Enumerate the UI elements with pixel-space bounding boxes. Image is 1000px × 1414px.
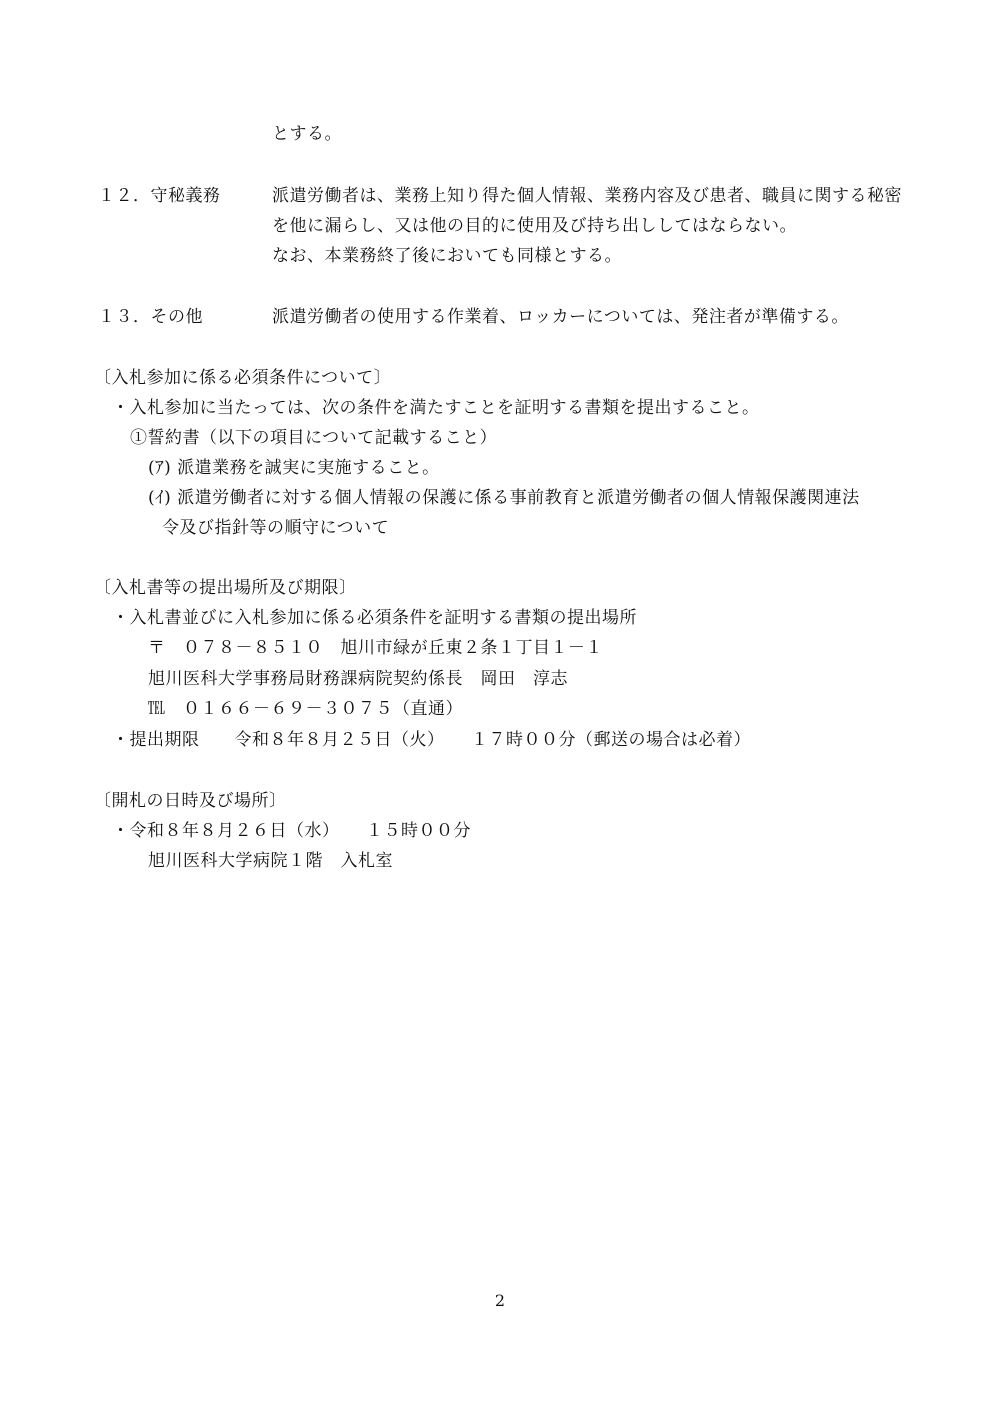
item-12-line-3: なお、本業務終了後においても同様とする。 bbox=[272, 246, 622, 266]
requirements-item-a: (ｱ) 派遣業務を誠実に実施すること。 bbox=[148, 458, 440, 478]
opening-datetime: ・令和８年８月２６日（水） １５時００分 bbox=[112, 821, 471, 841]
requirements-item-b-line-1: (ｲ) 派遣労働者に対する個人情報の保護に係る事前教育と派遣労働者の個人情報保護関連法 bbox=[148, 488, 860, 508]
submission-heading: 〔入札書等の提出場所及び期限〕 bbox=[94, 578, 357, 598]
item-13-label: １３．その他 bbox=[98, 307, 203, 327]
requirements-pledge: ①誓約書（以下の項目について記載すること） bbox=[130, 428, 498, 448]
requirements-item-b-line-2: 令及び指針等の順守について bbox=[162, 518, 390, 538]
requirements-bullet: ・入札参加に当たっては、次の条件を満たすことを証明する書類を提出すること。 bbox=[112, 398, 760, 418]
item-12-line-1: 派遣労働者は、業務上知り得た個人情報、業務内容及び患者、職員に関する秘密 bbox=[272, 186, 902, 206]
submission-office: 旭川医科大学事務局財務課病院契約係長 岡田 淳志 bbox=[148, 669, 568, 689]
requirements-heading: 〔入札参加に係る必須条件について〕 bbox=[94, 368, 392, 388]
submission-address: 〒 ０７８－８５１０ 旭川市緑が丘東２条１丁目１－１ bbox=[148, 638, 603, 658]
submission-tel: ℡ ０１６６－６９－３０７５（直通） bbox=[148, 699, 463, 719]
opening-heading: 〔開札の日時及び場所〕 bbox=[94, 791, 287, 811]
submission-deadline: ・提出期限 令和８年８月２５日（火） １７時００分（郵送の場合は必着） bbox=[112, 730, 751, 750]
continuation-text: とする。 bbox=[272, 124, 342, 144]
opening-place: 旭川医科大学病院１階 入札室 bbox=[148, 851, 393, 871]
item-12-label: １２．守秘義務 bbox=[98, 186, 221, 206]
item-12-line-2: を他に漏らし、又は他の目的に使用及び持ち出ししてはならない。 bbox=[272, 216, 797, 236]
page-number: 2 bbox=[494, 1291, 506, 1310]
item-13-text: 派遣労働者の使用する作業着、ロッカーについては、発注者が準備する。 bbox=[272, 307, 849, 327]
submission-bullet: ・入札書並びに入札参加に係る必須条件を証明する書類の提出場所 bbox=[112, 608, 637, 628]
